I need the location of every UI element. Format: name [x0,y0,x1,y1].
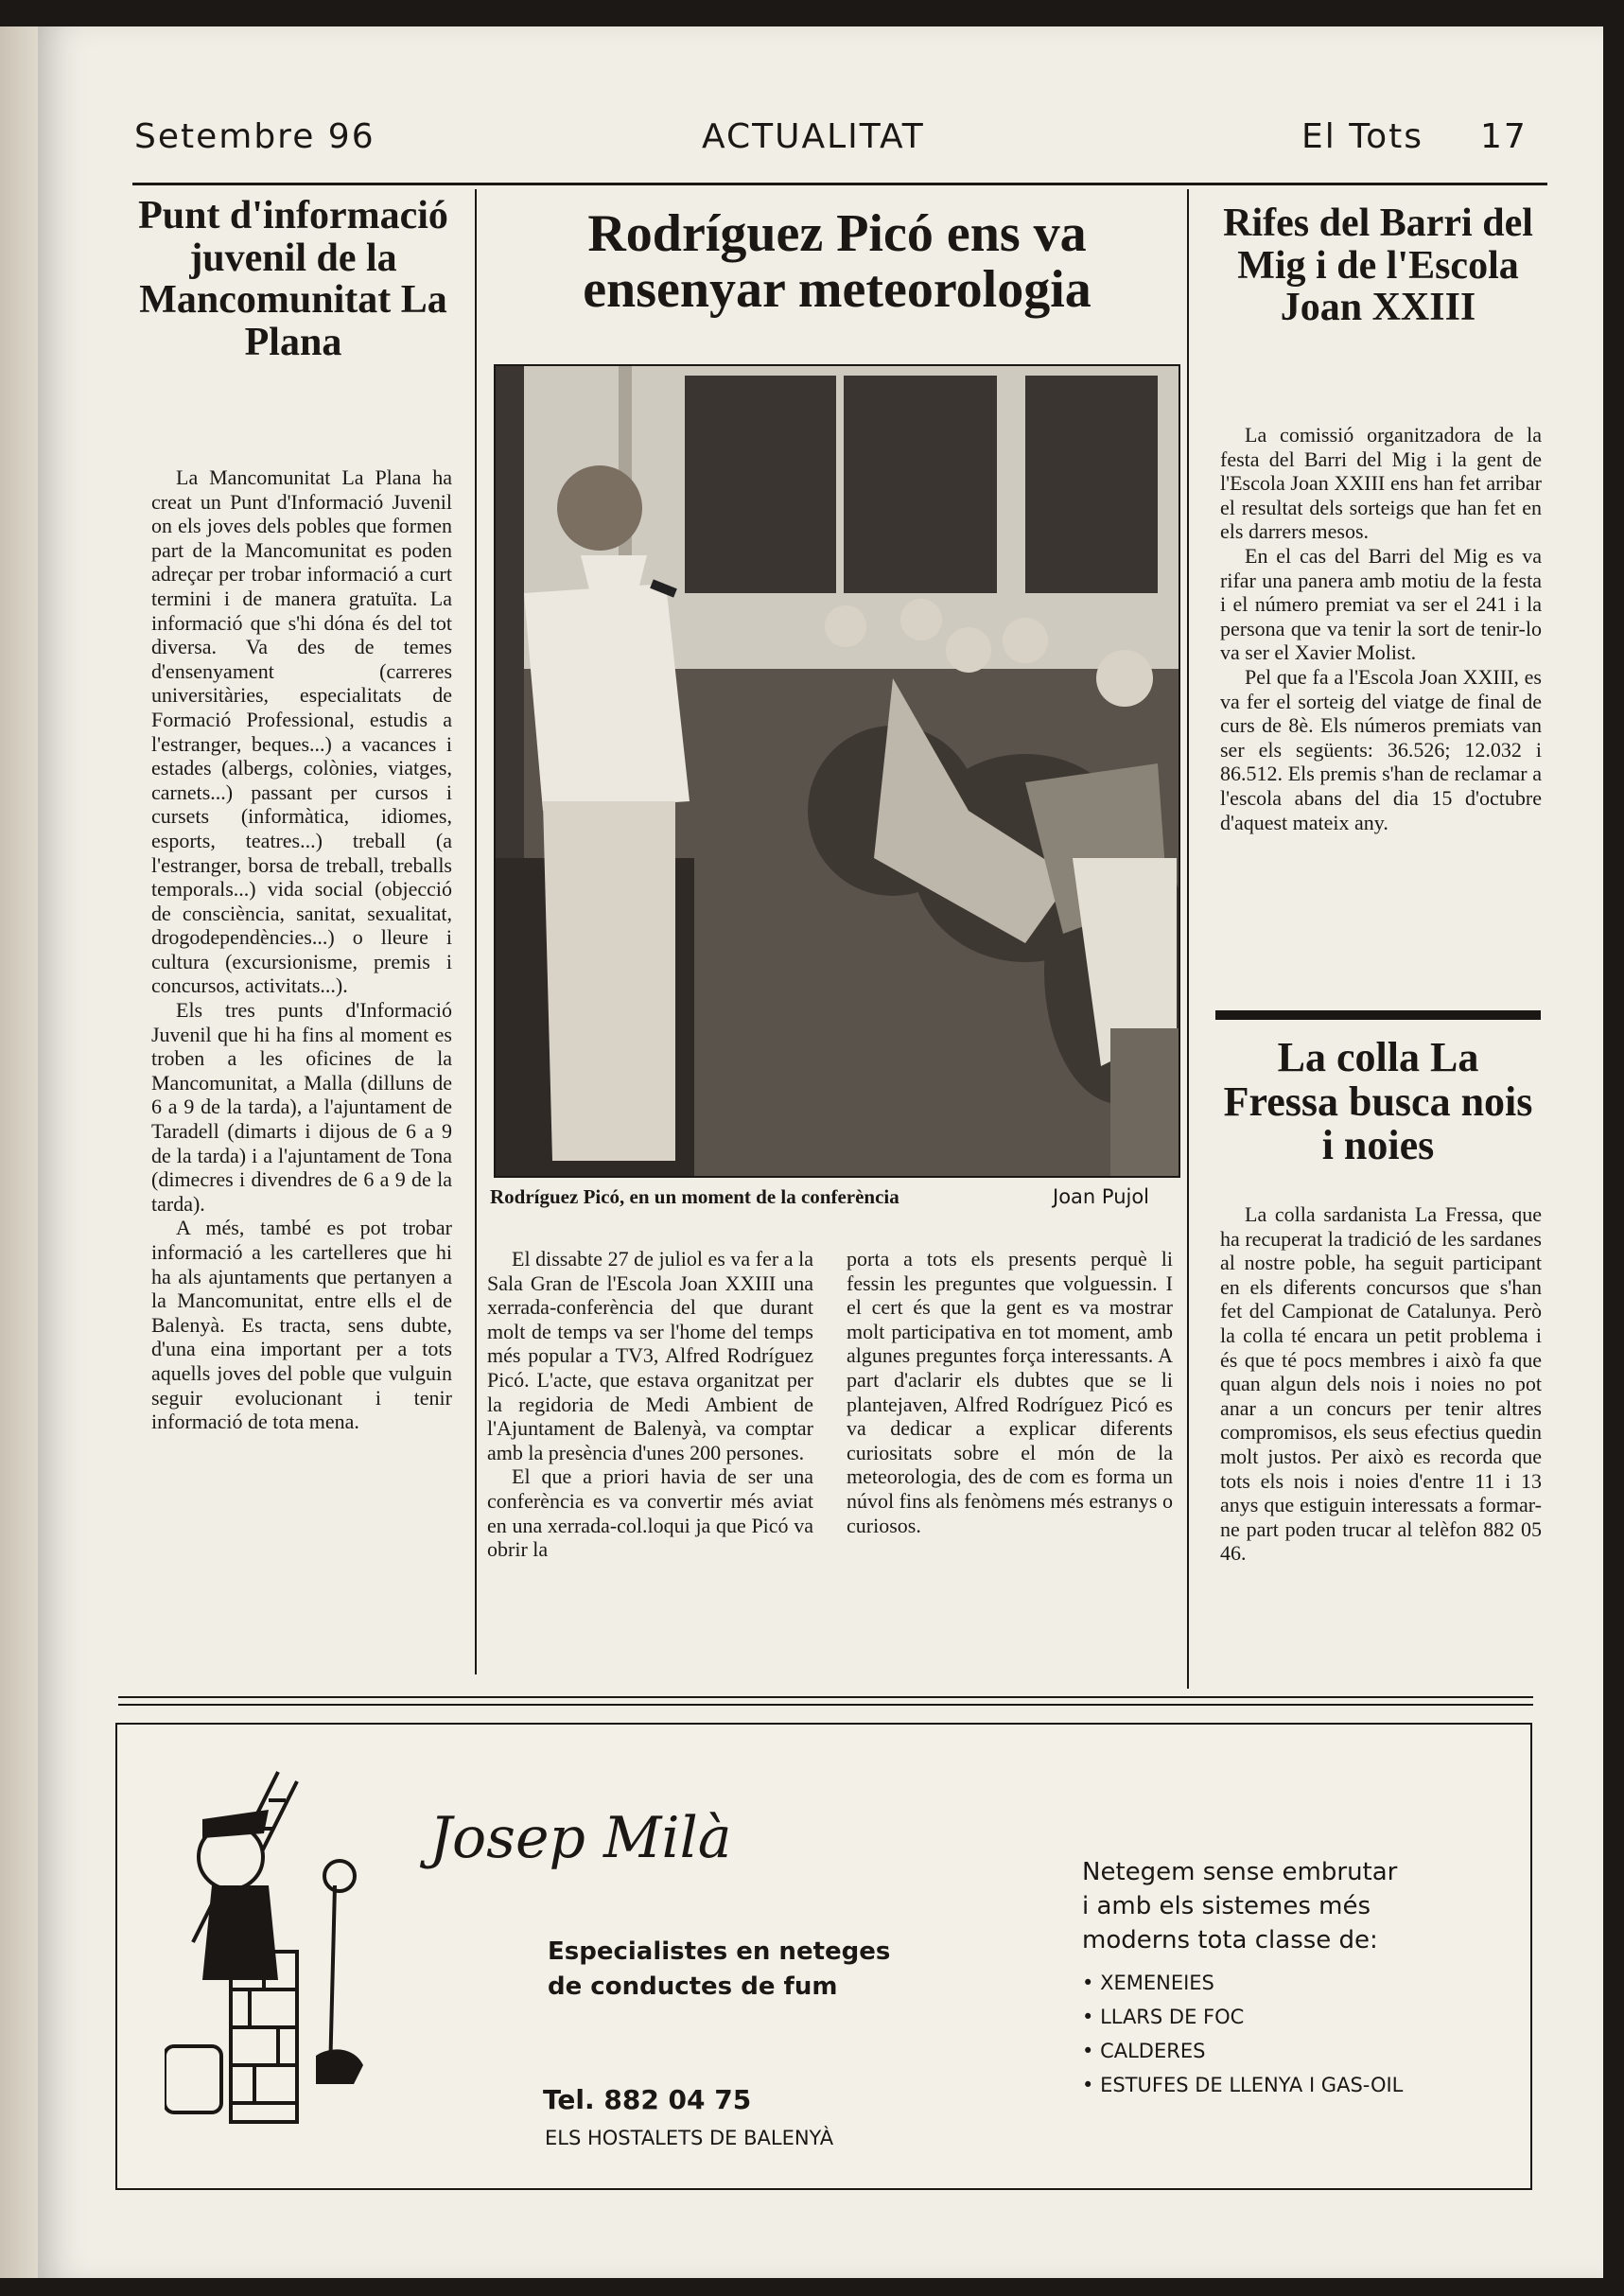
right-article-2-body [1220,1202,1542,1566]
column-rule [1187,189,1189,1689]
right-article-1-body [1220,423,1542,834]
left-article-title: Punt d'informació juvenil de la Mancomunitat La Plana [138,194,448,364]
ad-service-item: • LLARS DE FOC [1082,2006,1245,2028]
conference-photo-image [496,366,1179,1176]
center-article-col2 [847,1247,1173,1537]
column-rule [475,189,477,1674]
section-divider [1215,1010,1541,1020]
ad-service-label: XEMENEIES [1100,1972,1214,1994]
paragraph: La Mancomunitat La Plana ha creat un Punt d'Informació Juvenil on els joves dels pobles que formen part de la Mancomunitat es poden adreçar per trobar informació a curt termini i de manera gratuïta. La informació que s'hi dóna és del tot diversa. Va des de temes d'ensenyament (carreres universitàries, especialitats de Formació Professional, estudis a l'estranger, beques...) a vacances i estades (albergs, colònies, viatges, carnets...) passant per cursos i cursets (informàtica, idiomes, esports, teatres...) treball (a l'estranger, borsa de treball, treballs temporals...) vida social (objecció de consciència, sanitat, sexualitat, drogodependències...) o lleure i cultura (excursionisme, premis i concursos, activitats...). [151,465,452,998]
paragraph: A més, també es pot trobar informació a les cartelleres que hi ha als ajuntaments que pertanyen a la Mancomunitat, entre ells el de Balenyà. Es tracta, sens dubte, d'una eina important per a tots aquells joves del poble que vulguin seguir evolucionant i tenir informació de tota mena. [151,1216,452,1434]
ad-intro [1082,1855,1397,1957]
ad-brand-name: Josep Milà [429,1805,732,1871]
paragraph: El que a priori havia de ser una conferència es va convertir més aviat en una xerrada-col.loqui ja que Picó va obrir la [487,1464,813,1562]
photo-caption: Rodríguez Picó, en un moment de la conferència [490,1185,899,1208]
advertisement [115,1723,1532,2190]
conference-photo [494,364,1180,1178]
ad-separator-rule [118,1696,1533,1698]
photo-credit: Joan Pujol [1053,1185,1150,1208]
ad-service-label: CALDERES [1100,2040,1206,2062]
paragraph: Pel que fa a l'Escola Joan XXIII, es va fer el sorteig del viatge de final de curs de 8è. Els números premiats van ser els següents: 36.526; 12.032 i 86.512. Els premis s'han de reclamar a l'escola abans del dia 15 d'octubre d'aquest mateix any. [1220,664,1542,834]
right-article-1-title: Rifes del Barri del Mig i de l'Escola Joan XXIII [1223,202,1533,330]
left-article-body [151,465,452,1434]
ad-phone: Tel. 882 04 75 [543,2084,752,2115]
ad-service-label: LLARS DE FOC [1100,2006,1245,2028]
ad-intro-line: i amb els sistemes més [1082,1892,1371,1920]
ad-service-item: • CALDERES [1082,2040,1206,2062]
ad-intro-line: Netegem sense embrutar [1082,1858,1398,1886]
paragraph: El dissabte 27 de juliol es va fer a la Sala Gran de l'Escola Joan XXIII una xerrada-conferència del que durant molt de temps va ser l'home del temps més popular a TV3, Alfred Rodríguez Picó. L'acte, que estava organitzat per la regidoria de Medi Ambient de l'Ajuntament de Balenyà, va comptar amb la presència d'unes 200 persones. [487,1247,813,1464]
ad-service-item: • XEMENEIES [1082,1972,1214,1994]
paragraph: porta a tots els presents perquè li fessin les preguntes que volguessin. I el cert és que la gent es va mostrar molt participativa en tot moment, amb algunes preguntes força interessants. A part d'aclarir els dubtes que se li plantejaven, Alfred Rodríguez Picó es va dedicar a explicar diferents curiositats sobre el món de la meteorologia, des de com es forma un núvol fins als fenòmens més estranys o curiosos. [847,1247,1173,1537]
ad-service-item: • ESTUFES DE LLENYA I GAS-OIL [1082,2074,1404,2096]
ad-separator-rule [118,1704,1533,1706]
right-article-2-title: La colla La Fressa busca nois i noies [1223,1034,1533,1169]
ad-address: ELS HOSTALETS DE BALENYÀ [545,2127,834,2149]
center-article-title: Rodríguez Picó ens va ensenyar meteorologia [583,204,1091,320]
ad-service-label: ESTUFES DE LLENYA I GAS-OIL [1100,2074,1404,2096]
paragraph: Els tres punts d'Informació Juvenil que hi ha fins al moment es troben a les oficines de la Mancomunitat, a Malla (dilluns de 6 a 9 de la tarda), a l'ajuntament de Taradell (dimarts i dijous de 6 a 9 de la tarda) i a l'ajuntament de Tona (dimecres i divendres de 6 a 9 de la tarda). [151,998,452,1216]
header-date: Setembre 96 [134,117,375,156]
ad-services-list [1082,1966,1403,2102]
paragraph: En el cas del Barri del Mig es va rifar una panera amb motiu de la festa i el número premiat va ser el 241 i la persona que va tenir la sort de tenir-lo va ser el Xavier Molist. [1220,543,1542,665]
ad-intro-line: moderns tota classe de: [1082,1926,1378,1954]
chimney-sweep-illustration [165,1762,410,2160]
header-section: ACTUALITAT [702,117,925,156]
paragraph: La colla sardanista La Fressa, que ha recuperat la tradició de les sardanes al nostre poble, ha seguit participant en els diferents concursos que s'han fet del Campionat de Catalunya. Però la colla té encara un petit problema i és que té pocs membres i això fa que quan algun dels nois i noies no pot anar a un concurs per tenir altres compromisos, els seus efectius quedin molt justos. Per això es recorda que tots els nois i noies d'entre 11 i 13 anys que estiguin interessats a formar-ne part poden trucar al telèfon 882 05 46. [1220,1202,1542,1566]
header-page-number: 17 [1480,117,1528,156]
center-article-col1 [487,1247,813,1562]
header-rule [132,183,1547,185]
header-publication: El Tots [1301,117,1423,156]
ad-tagline-2: de conductes de fum [548,1972,838,2001]
ad-tagline-1: Especialistes en neteges [548,1937,891,1966]
paragraph: La comissió organitzadora de la festa del Barri del Mig i la gent de l'Escola Joan XXIII ens han fet arribar el resultat dels sorteigs que han fet en els darrers mesos. [1220,423,1542,544]
